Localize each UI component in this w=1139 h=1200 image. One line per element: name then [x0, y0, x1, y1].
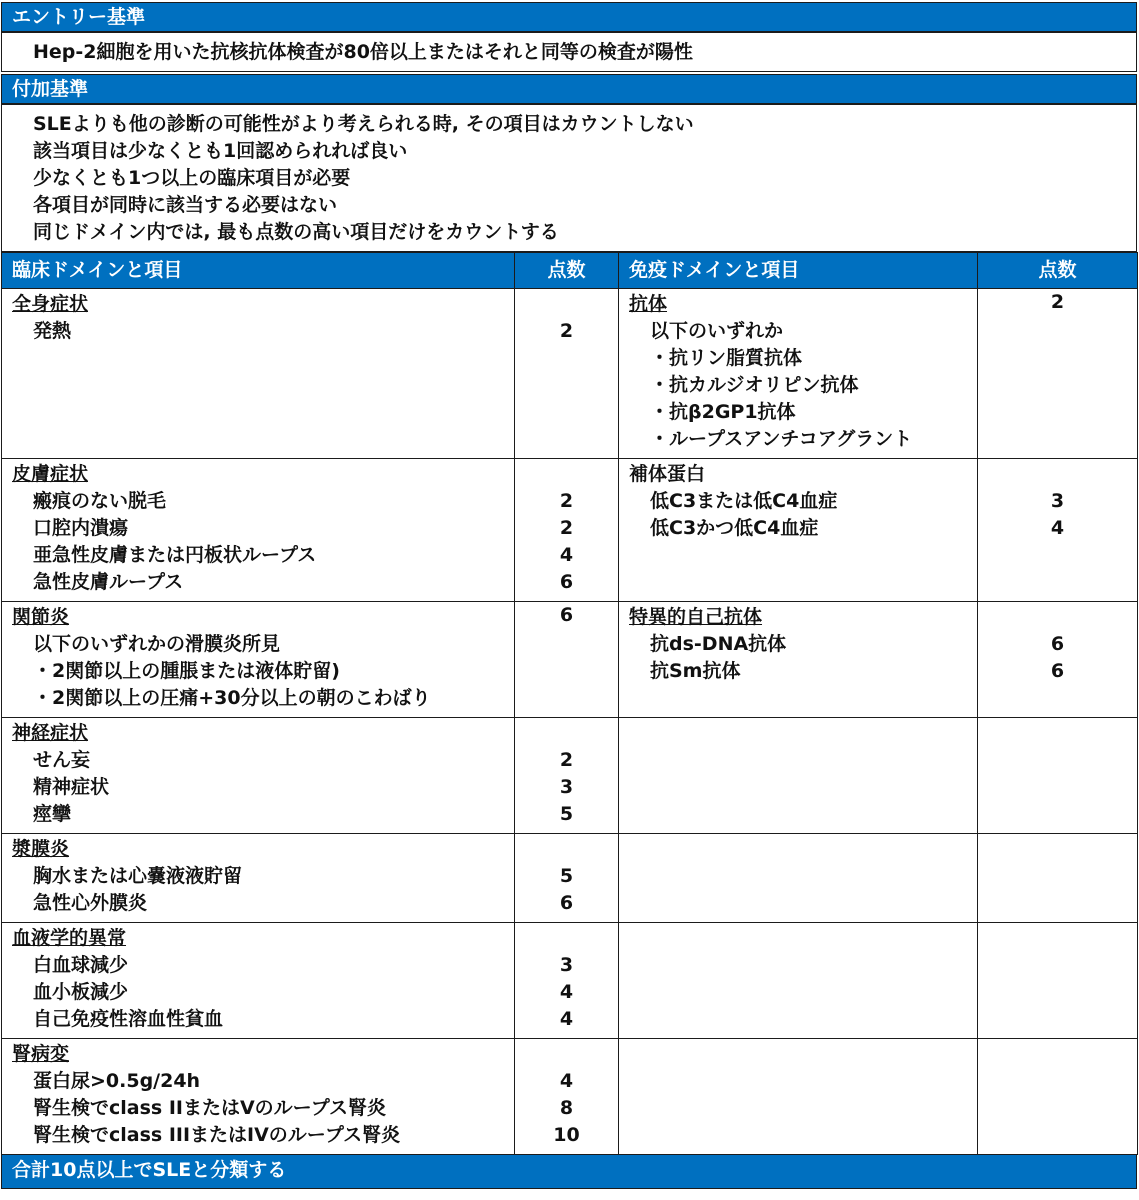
domain-title: 全身症状: [12, 293, 89, 315]
item-points: 5: [559, 803, 574, 825]
item-label: 急性皮膚ループス: [33, 571, 184, 593]
item-points: 10: [553, 1124, 580, 1146]
table-row: [2, 923, 1138, 1039]
domain-title: 漿膜炎: [12, 838, 70, 860]
immune-cell: [619, 602, 978, 718]
entry-criteria-header: エントリー基準: [1, 2, 1137, 32]
clinical-cell: [2, 459, 515, 602]
item-label: 抗ds-DNA抗体: [650, 633, 787, 655]
immune-cell-empty: [619, 1039, 978, 1155]
immune-points-cell: [978, 602, 1138, 718]
item-label: 抗Sm抗体: [650, 660, 741, 682]
domain-title: 補体蛋白: [629, 463, 706, 485]
item-points: 2: [559, 517, 574, 539]
item-label: 腎生検でclass IIまたはVのループス腎炎: [33, 1097, 386, 1119]
item-sub: ・ループスアンチコアグラント: [650, 428, 913, 450]
item-label: 以下のいずれかの滑膜炎所見: [33, 633, 281, 655]
item-points: 4: [559, 544, 574, 566]
immune-points-cell: [978, 459, 1138, 602]
item-points: 4: [559, 1008, 574, 1030]
additional-line: 同じドメイン内では, 最も点数の高い項目だけをカウントする: [33, 221, 559, 243]
domain-title: 腎病変: [12, 1043, 70, 1065]
table-row: [2, 602, 1138, 718]
clinical-points-cell: [515, 923, 619, 1039]
item-label: 精神症状: [33, 776, 110, 798]
clinical-cell: [2, 923, 515, 1039]
domain-title: 皮膚症状: [12, 463, 89, 485]
item-points: 6: [1050, 660, 1065, 682]
table-row: [2, 834, 1138, 923]
item-label: 蛋白尿>0.5g/24h: [33, 1070, 201, 1092]
table-row: [2, 459, 1138, 602]
table-header-row: [2, 253, 1138, 289]
clinical-domain-header: 臨床ドメインと項目: [2, 253, 515, 289]
item-sub: ・抗β2GP1抗体: [650, 401, 796, 423]
immune-points-cell: 2: [978, 289, 1138, 459]
immune-cell: [619, 289, 978, 459]
item-points: 2: [559, 320, 574, 342]
table-row: [2, 1039, 1138, 1155]
item-points: 5: [559, 865, 574, 887]
domain-title: 関節炎: [12, 606, 70, 628]
table-row: [2, 718, 1138, 834]
item-points: 4: [559, 1070, 574, 1092]
item-points: 8: [559, 1097, 574, 1119]
clinical-points-cell: [515, 834, 619, 923]
clinical-points-cell: [515, 459, 619, 602]
immune-points-cell-empty: [978, 718, 1138, 834]
item-label: 痙攣: [33, 803, 72, 825]
domain-title: 抗体: [629, 293, 668, 315]
immune-cell-empty: [619, 834, 978, 923]
clinical-points-header: 点数: [515, 253, 619, 289]
clinical-points-cell: 6: [515, 602, 619, 718]
item-label: 口腔内潰瘍: [33, 517, 129, 539]
additional-line: 少なくとも1つ以上の臨床項目が必要: [33, 167, 351, 189]
entry-criteria-box: [1, 32, 1137, 72]
item-points: 4: [1050, 517, 1065, 539]
footer-classification: 合計10点以上でSLEと分類する: [1, 1154, 1137, 1189]
item-sub: ・2関節以上の圧痛+30分以上の朝のこわばり: [33, 687, 431, 709]
additional-criteria-box: [1, 104, 1137, 252]
item-points: 4: [559, 981, 574, 1003]
clinical-points-cell: [515, 718, 619, 834]
additional-criteria-header: 付加基準: [1, 74, 1137, 104]
item-sub: ・抗カルジオリピン抗体: [650, 374, 859, 396]
domain-title: 特異的自己抗体: [629, 606, 763, 628]
item-label: 自己免疫性溶血性貧血: [33, 1008, 224, 1030]
item-label: 白血球減少: [33, 954, 129, 976]
item-label: せん妄: [33, 749, 91, 771]
item-points: 6: [559, 571, 574, 593]
additional-line: 該当項目は少なくとも1回認められれば良い: [33, 140, 408, 162]
clinical-cell: [2, 602, 515, 718]
item-sub: ・2関節以上の腫脹または液体貯留): [33, 660, 340, 682]
criteria-table: [1, 252, 1138, 1155]
item-label: 以下のいずれか: [650, 320, 784, 342]
item-points: 3: [1050, 490, 1065, 512]
domain-title: 血液学的異常: [12, 927, 127, 949]
additional-line: 各項目が同時に該当する必要はない: [33, 194, 338, 216]
item-label: 血小板減少: [33, 981, 129, 1003]
clinical-points-cell: [515, 1039, 619, 1155]
clinical-cell: [2, 1039, 515, 1155]
item-points: 6: [1050, 633, 1065, 655]
immune-cell-empty: [619, 923, 978, 1039]
entry-criteria-text: Hep-2細胞を用いた抗核抗体検査が80倍以上またはそれと同等の検査が陽性: [33, 41, 693, 63]
table-row: [2, 289, 1138, 459]
clinical-points-cell: [515, 289, 619, 459]
item-label: 亜急性皮膚または円板状ループス: [33, 544, 317, 566]
immune-domain-header: 免疫ドメインと項目: [619, 253, 978, 289]
immune-points-cell-empty: [978, 1039, 1138, 1155]
immune-cell: [619, 459, 978, 602]
immune-points-cell-empty: [978, 834, 1138, 923]
immune-points-cell-empty: [978, 923, 1138, 1039]
item-label: 低C3または低C4血症: [650, 490, 838, 512]
domain-title: 神経症状: [12, 722, 89, 744]
item-points: 6: [559, 892, 574, 914]
item-points: 2: [559, 749, 574, 771]
immune-points-header: 点数: [978, 253, 1138, 289]
item-label: 急性心外膜炎: [33, 892, 148, 914]
clinical-cell: [2, 289, 515, 459]
additional-line: SLEよりも他の診断の可能性がより考えられる時, その項目はカウントしない: [33, 113, 694, 135]
item-points: 3: [559, 954, 574, 976]
immune-cell-empty: [619, 718, 978, 834]
item-points: 3: [559, 776, 574, 798]
item-points: 2: [559, 490, 574, 512]
item-label: 胸水または心嚢液液貯留: [33, 865, 243, 887]
item-label: 腎生検でclass IIIまたはIVのループス腎炎: [33, 1124, 401, 1146]
clinical-cell: [2, 834, 515, 923]
item-label: 発熱: [33, 320, 72, 342]
item-label: 瘢痕のない脱毛: [33, 490, 167, 512]
clinical-cell: [2, 718, 515, 834]
item-label: 低C3かつ低C4血症: [650, 517, 819, 539]
item-sub: ・抗リン脂質抗体: [650, 347, 803, 369]
